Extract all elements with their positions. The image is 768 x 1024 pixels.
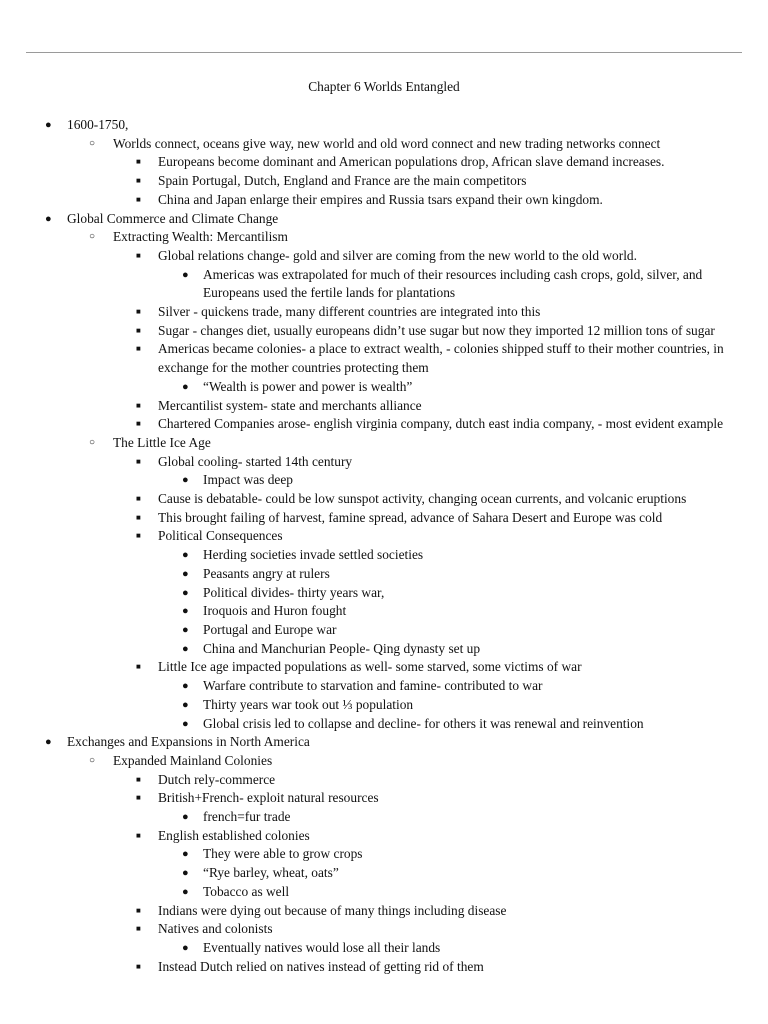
list-item [0,808,768,827]
list-item [0,845,768,864]
bullet-icon: ● [182,941,189,954]
list-item-text: Europeans become dominant and American populations drop, African slave demand increases. [158,154,665,170]
list-item-text: English established colonies [158,827,310,843]
bullet-icon: ■ [136,157,141,167]
list-item-text: Sugar - changes diet, usually europeans didn’t use sugar but now they imported 12 million tons of sugar [158,322,715,338]
list-item-text: Mercantilist system- state and merchants alliance [158,397,422,413]
page-title: Chapter 6 Worlds Entangled [308,79,460,94]
bullet-icon: ● [182,567,189,580]
list-item [0,640,768,659]
bullet-icon: ■ [136,176,141,186]
list-item-text: Instead Dutch relied on natives instead of getting rid of them [158,958,484,974]
bullet-icon: ■ [136,830,141,840]
list-item [0,153,768,172]
bullet-icon: ● [182,698,189,711]
list-item-text: Natives and colonists [158,921,273,937]
list-item [0,621,768,640]
list-item-text: Global relations change- gold and silver are coming from the new world to the old world. [158,247,637,263]
list-item-text: Dutch rely-commerce [158,771,276,787]
list-item [0,733,768,752]
list-item [0,864,768,883]
list-item [0,471,768,490]
list-item-text: The Little Ice Age [113,434,211,450]
list-item-text: China and Manchurian People- Qing dynasty set up [203,640,481,656]
list-item-text: Global Commerce and Climate Change [67,210,279,226]
notes-outline [0,116,768,976]
bullet-icon: ■ [136,250,141,260]
list-item-text: Expanded Mainland Colonies [113,752,273,768]
list-item [0,210,768,229]
bullet-icon: ● [182,848,189,861]
list-item [0,116,768,135]
bullet-icon: ● [182,867,189,880]
list-item [0,902,768,921]
list-item [0,172,768,191]
bullet-icon: ■ [136,924,141,934]
bullet-icon: ■ [136,456,141,466]
list-item [0,490,768,509]
bullet-icon: ■ [136,512,141,522]
list-item-text: 1600-1750, [67,117,129,132]
list-item [0,228,768,247]
list-item [0,958,768,977]
bullet-icon: ○ [89,137,96,149]
bullet-icon: ○ [89,436,96,448]
bullet-icon: ● [45,119,52,131]
list-item [0,397,768,416]
list-item-text: Peasants angry at rulers [203,565,330,581]
list-item-text: Impact was deep [203,472,293,488]
list-item [0,715,768,734]
list-item-text: Little Ice age impacted populations as well- some starved, some victims of war [158,659,582,675]
bullet-icon: ● [45,212,52,225]
bullet-icon: ● [182,605,189,618]
list-item [0,827,768,846]
bullet-icon: ● [182,680,189,693]
list-item-text: french=fur trade [203,809,291,825]
list-item [0,191,768,210]
list-item-text: They were able to grow crops [203,846,363,862]
list-item [0,509,768,528]
list-item [0,658,768,677]
list-item-text: Tobacco as well [203,883,290,899]
list-item-text: Political divides- thirty years war, [203,584,385,600]
list-item [0,453,768,472]
list-item [0,584,768,603]
bullet-icon: ● [182,474,189,487]
list-item [0,527,768,546]
list-item-text: This brought failing of harvest, famine spread, advance of Sahara Desert and Europe was cold [158,509,663,525]
list-item-text: Extracting Wealth: Mercantilism [113,229,288,245]
bullet-icon: ■ [136,344,141,354]
list-item-text: Political Consequences [158,528,283,544]
bullet-icon: ■ [136,774,141,784]
list-item-text: Exchanges and Expansions in North America [67,734,310,750]
list-item [0,677,768,696]
bullet-icon: ● [45,736,52,749]
header-divider [26,52,742,53]
list-item-text: Cause is debatable- could be low sunspot activity, changing ocean currents, and volcanic eruptions [158,491,687,507]
list-item-text: Chartered Companies arose- english virginia company, dutch east india company, - most evident example [158,416,724,432]
bullet-icon: ● [182,380,189,393]
list-item [0,247,768,266]
bullet-icon: ● [182,623,189,636]
bullet-icon: ● [182,885,189,898]
list-item [0,752,768,771]
bullet-icon: ■ [136,494,141,504]
list-item [0,322,768,341]
list-item [0,415,768,434]
list-item-text: Americas was extrapolated for much of their resources including cash crops, gold, silver, and Europeans used the fertile lands for plantations [203,266,703,301]
list-item-text: Iroquois and Huron fought [203,603,347,619]
list-item-text: Indians were dying out because of many things including disease [158,902,507,918]
bullet-icon: ○ [89,754,96,766]
bullet-icon: ● [182,586,189,599]
bullet-icon: ■ [136,400,141,410]
list-item [0,434,768,453]
list-item [0,340,768,377]
list-item [0,303,768,322]
list-item-text: Americas became colonies- a place to extract wealth, - colonies shipped stuff to their mother countries, in exchange for the mother countries protecting them [158,341,724,376]
list-item [0,883,768,902]
bullet-icon: ■ [136,961,141,971]
bullet-icon: ● [182,642,189,655]
list-item [0,565,768,584]
bullet-list [0,116,768,976]
list-item-text: Thirty years war took out ⅓ population [203,696,414,712]
list-item [0,135,768,154]
bullet-icon: ● [182,549,189,562]
bullet-icon: ○ [89,231,96,243]
bullet-icon: ■ [136,307,141,317]
list-item [0,789,768,808]
bullet-icon: ● [182,717,189,730]
list-item [0,378,768,397]
list-item-text: Spain Portugal, Dutch, England and France are the main competitors [158,173,527,189]
list-item [0,939,768,958]
list-item-text: “Wealth is power and power is wealth” [203,378,413,394]
list-item-text: Silver - quickens trade, many different countries are integrated into this [158,304,541,320]
list-item [0,602,768,621]
list-item-text: Herding societies invade settled societies [203,547,424,563]
list-item-text: Global cooling- started 14th century [158,453,353,469]
bullet-icon: ■ [136,194,141,204]
list-item [0,546,768,565]
list-item-text: China and Japan enlarge their empires and Russia tsars expand their own kingdom. [158,191,603,207]
bullet-icon: ■ [136,662,141,672]
list-item-text: “Rye barley, wheat, oats” [203,865,339,881]
list-item [0,771,768,790]
list-item [0,920,768,939]
list-item-text: Worlds connect, oceans give way, new world and old word connect and new trading networks connect [113,135,661,151]
list-item-text: Eventually natives would lose all their lands [203,939,441,955]
bullet-icon: ● [182,811,189,824]
bullet-icon: ■ [136,531,141,541]
bullet-icon: ■ [136,905,141,915]
list-item-text: Portugal and Europe war [203,621,337,637]
bullet-icon: ■ [136,793,141,803]
list-item [0,266,768,303]
bullet-icon: ● [182,268,189,281]
bullet-icon: ■ [136,325,141,335]
list-item [0,696,768,715]
bullet-icon: ■ [136,419,141,429]
list-item-text: Warfare contribute to starvation and famine- contributed to war [203,678,543,694]
list-item-text: British+French- exploit natural resources [158,790,379,806]
list-item-text: Global crisis led to collapse and decline- for others it was renewal and reinvention [203,715,644,731]
